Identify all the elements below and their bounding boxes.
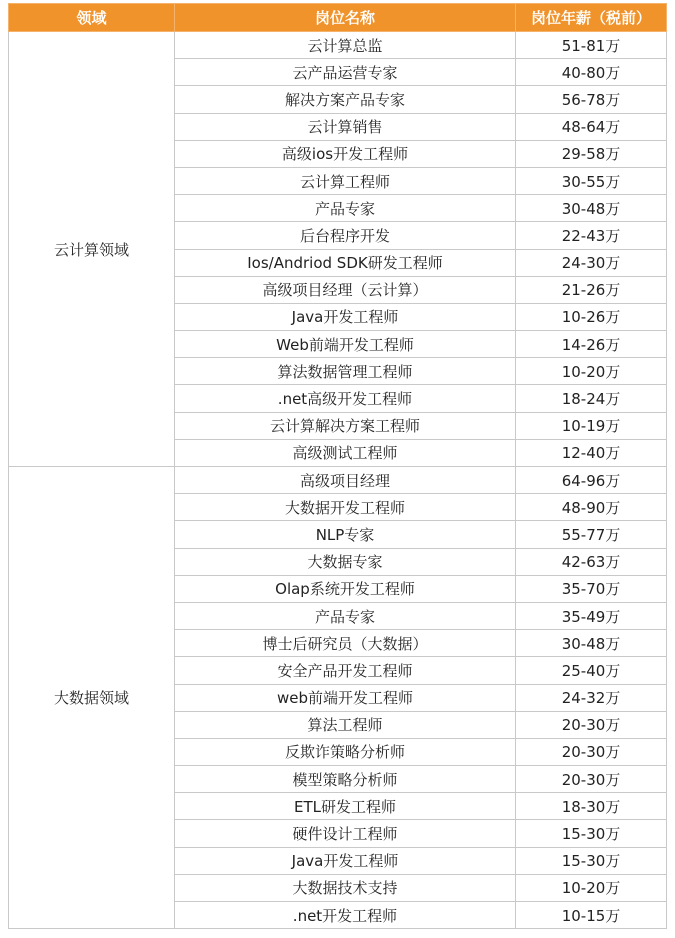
job-title-cell: 大数据专家 bbox=[175, 548, 516, 575]
job-title-cell: 云计算解决方案工程师 bbox=[175, 412, 516, 439]
job-title-cell: 博士后研究员（大数据） bbox=[175, 630, 516, 657]
salary-cell: 56-78万 bbox=[516, 86, 667, 113]
job-title-cell: 高级项目经理 bbox=[175, 467, 516, 494]
salary-cell: 15-30万 bbox=[516, 847, 667, 874]
table-body bbox=[9, 32, 667, 929]
job-title-cell: 解决方案产品专家 bbox=[175, 86, 516, 113]
header-domain: 领域 bbox=[9, 4, 175, 32]
salary-cell: 42-63万 bbox=[516, 548, 667, 575]
job-title-cell: ETL研发工程师 bbox=[175, 793, 516, 820]
salary-cell: 48-64万 bbox=[516, 113, 667, 140]
salary-cell: 10-20万 bbox=[516, 874, 667, 901]
salary-cell: 24-30万 bbox=[516, 249, 667, 276]
header-salary: 岗位年薪（税前） bbox=[516, 4, 667, 32]
job-title-cell: web前端开发工程师 bbox=[175, 684, 516, 711]
job-title-cell: NLP专家 bbox=[175, 521, 516, 548]
salary-cell: 35-49万 bbox=[516, 602, 667, 629]
job-title-cell: 高级测试工程师 bbox=[175, 439, 516, 466]
job-title-cell: .net开发工程师 bbox=[175, 902, 516, 929]
job-title-cell: 云计算总监 bbox=[175, 32, 516, 59]
salary-cell: 10-19万 bbox=[516, 412, 667, 439]
job-title-cell: 云产品运营专家 bbox=[175, 59, 516, 86]
salary-cell: 22-43万 bbox=[516, 222, 667, 249]
table-row bbox=[9, 467, 667, 494]
table-row bbox=[9, 32, 667, 59]
salary-cell: 15-30万 bbox=[516, 820, 667, 847]
salary-cell: 20-30万 bbox=[516, 766, 667, 793]
job-title-cell: 高级项目经理（云计算） bbox=[175, 276, 516, 303]
salary-cell: 30-48万 bbox=[516, 630, 667, 657]
salary-cell: 64-96万 bbox=[516, 467, 667, 494]
salary-cell: 55-77万 bbox=[516, 521, 667, 548]
job-title-cell: 模型策略分析师 bbox=[175, 766, 516, 793]
job-title-cell: 大数据开发工程师 bbox=[175, 494, 516, 521]
salary-cell: 40-80万 bbox=[516, 59, 667, 86]
job-title-cell: 产品专家 bbox=[175, 602, 516, 629]
domain-cell: 大数据领域 bbox=[9, 467, 175, 929]
salary-cell: 35-70万 bbox=[516, 575, 667, 602]
salary-cell: 25-40万 bbox=[516, 657, 667, 684]
header-title: 岗位名称 bbox=[175, 4, 516, 32]
domain-cell: 云计算领域 bbox=[9, 32, 175, 467]
job-title-cell: 反欺诈策略分析师 bbox=[175, 738, 516, 765]
job-title-cell: .net高级开发工程师 bbox=[175, 385, 516, 412]
job-title-cell: Web前端开发工程师 bbox=[175, 331, 516, 358]
job-title-cell: 安全产品开发工程师 bbox=[175, 657, 516, 684]
salary-cell: 21-26万 bbox=[516, 276, 667, 303]
salary-cell: 30-55万 bbox=[516, 167, 667, 194]
job-title-cell: Ios/Andriod SDK研发工程师 bbox=[175, 249, 516, 276]
salary-cell: 30-48万 bbox=[516, 195, 667, 222]
salary-cell: 20-30万 bbox=[516, 711, 667, 738]
salary-cell: 51-81万 bbox=[516, 32, 667, 59]
salary-cell: 20-30万 bbox=[516, 738, 667, 765]
salary-cell: 10-20万 bbox=[516, 358, 667, 385]
salary-cell: 29-58万 bbox=[516, 140, 667, 167]
job-title-cell: Olap系统开发工程师 bbox=[175, 575, 516, 602]
job-title-cell: 高级ios开发工程师 bbox=[175, 140, 516, 167]
job-title-cell: 后台程序开发 bbox=[175, 222, 516, 249]
job-title-cell: 硬件设计工程师 bbox=[175, 820, 516, 847]
salary-table bbox=[8, 3, 667, 929]
salary-cell: 18-30万 bbox=[516, 793, 667, 820]
salary-cell: 10-15万 bbox=[516, 902, 667, 929]
job-title-cell: 大数据技术支持 bbox=[175, 874, 516, 901]
salary-cell: 24-32万 bbox=[516, 684, 667, 711]
salary-cell: 12-40万 bbox=[516, 439, 667, 466]
job-title-cell: Java开发工程师 bbox=[175, 847, 516, 874]
salary-cell: 10-26万 bbox=[516, 303, 667, 330]
job-title-cell: 算法数据管理工程师 bbox=[175, 358, 516, 385]
salary-cell: 14-26万 bbox=[516, 331, 667, 358]
header-row bbox=[9, 4, 667, 32]
job-title-cell: 产品专家 bbox=[175, 195, 516, 222]
salary-cell: 48-90万 bbox=[516, 494, 667, 521]
job-title-cell: 云计算工程师 bbox=[175, 167, 516, 194]
salary-cell: 18-24万 bbox=[516, 385, 667, 412]
job-title-cell: Java开发工程师 bbox=[175, 303, 516, 330]
job-title-cell: 算法工程师 bbox=[175, 711, 516, 738]
job-title-cell: 云计算销售 bbox=[175, 113, 516, 140]
